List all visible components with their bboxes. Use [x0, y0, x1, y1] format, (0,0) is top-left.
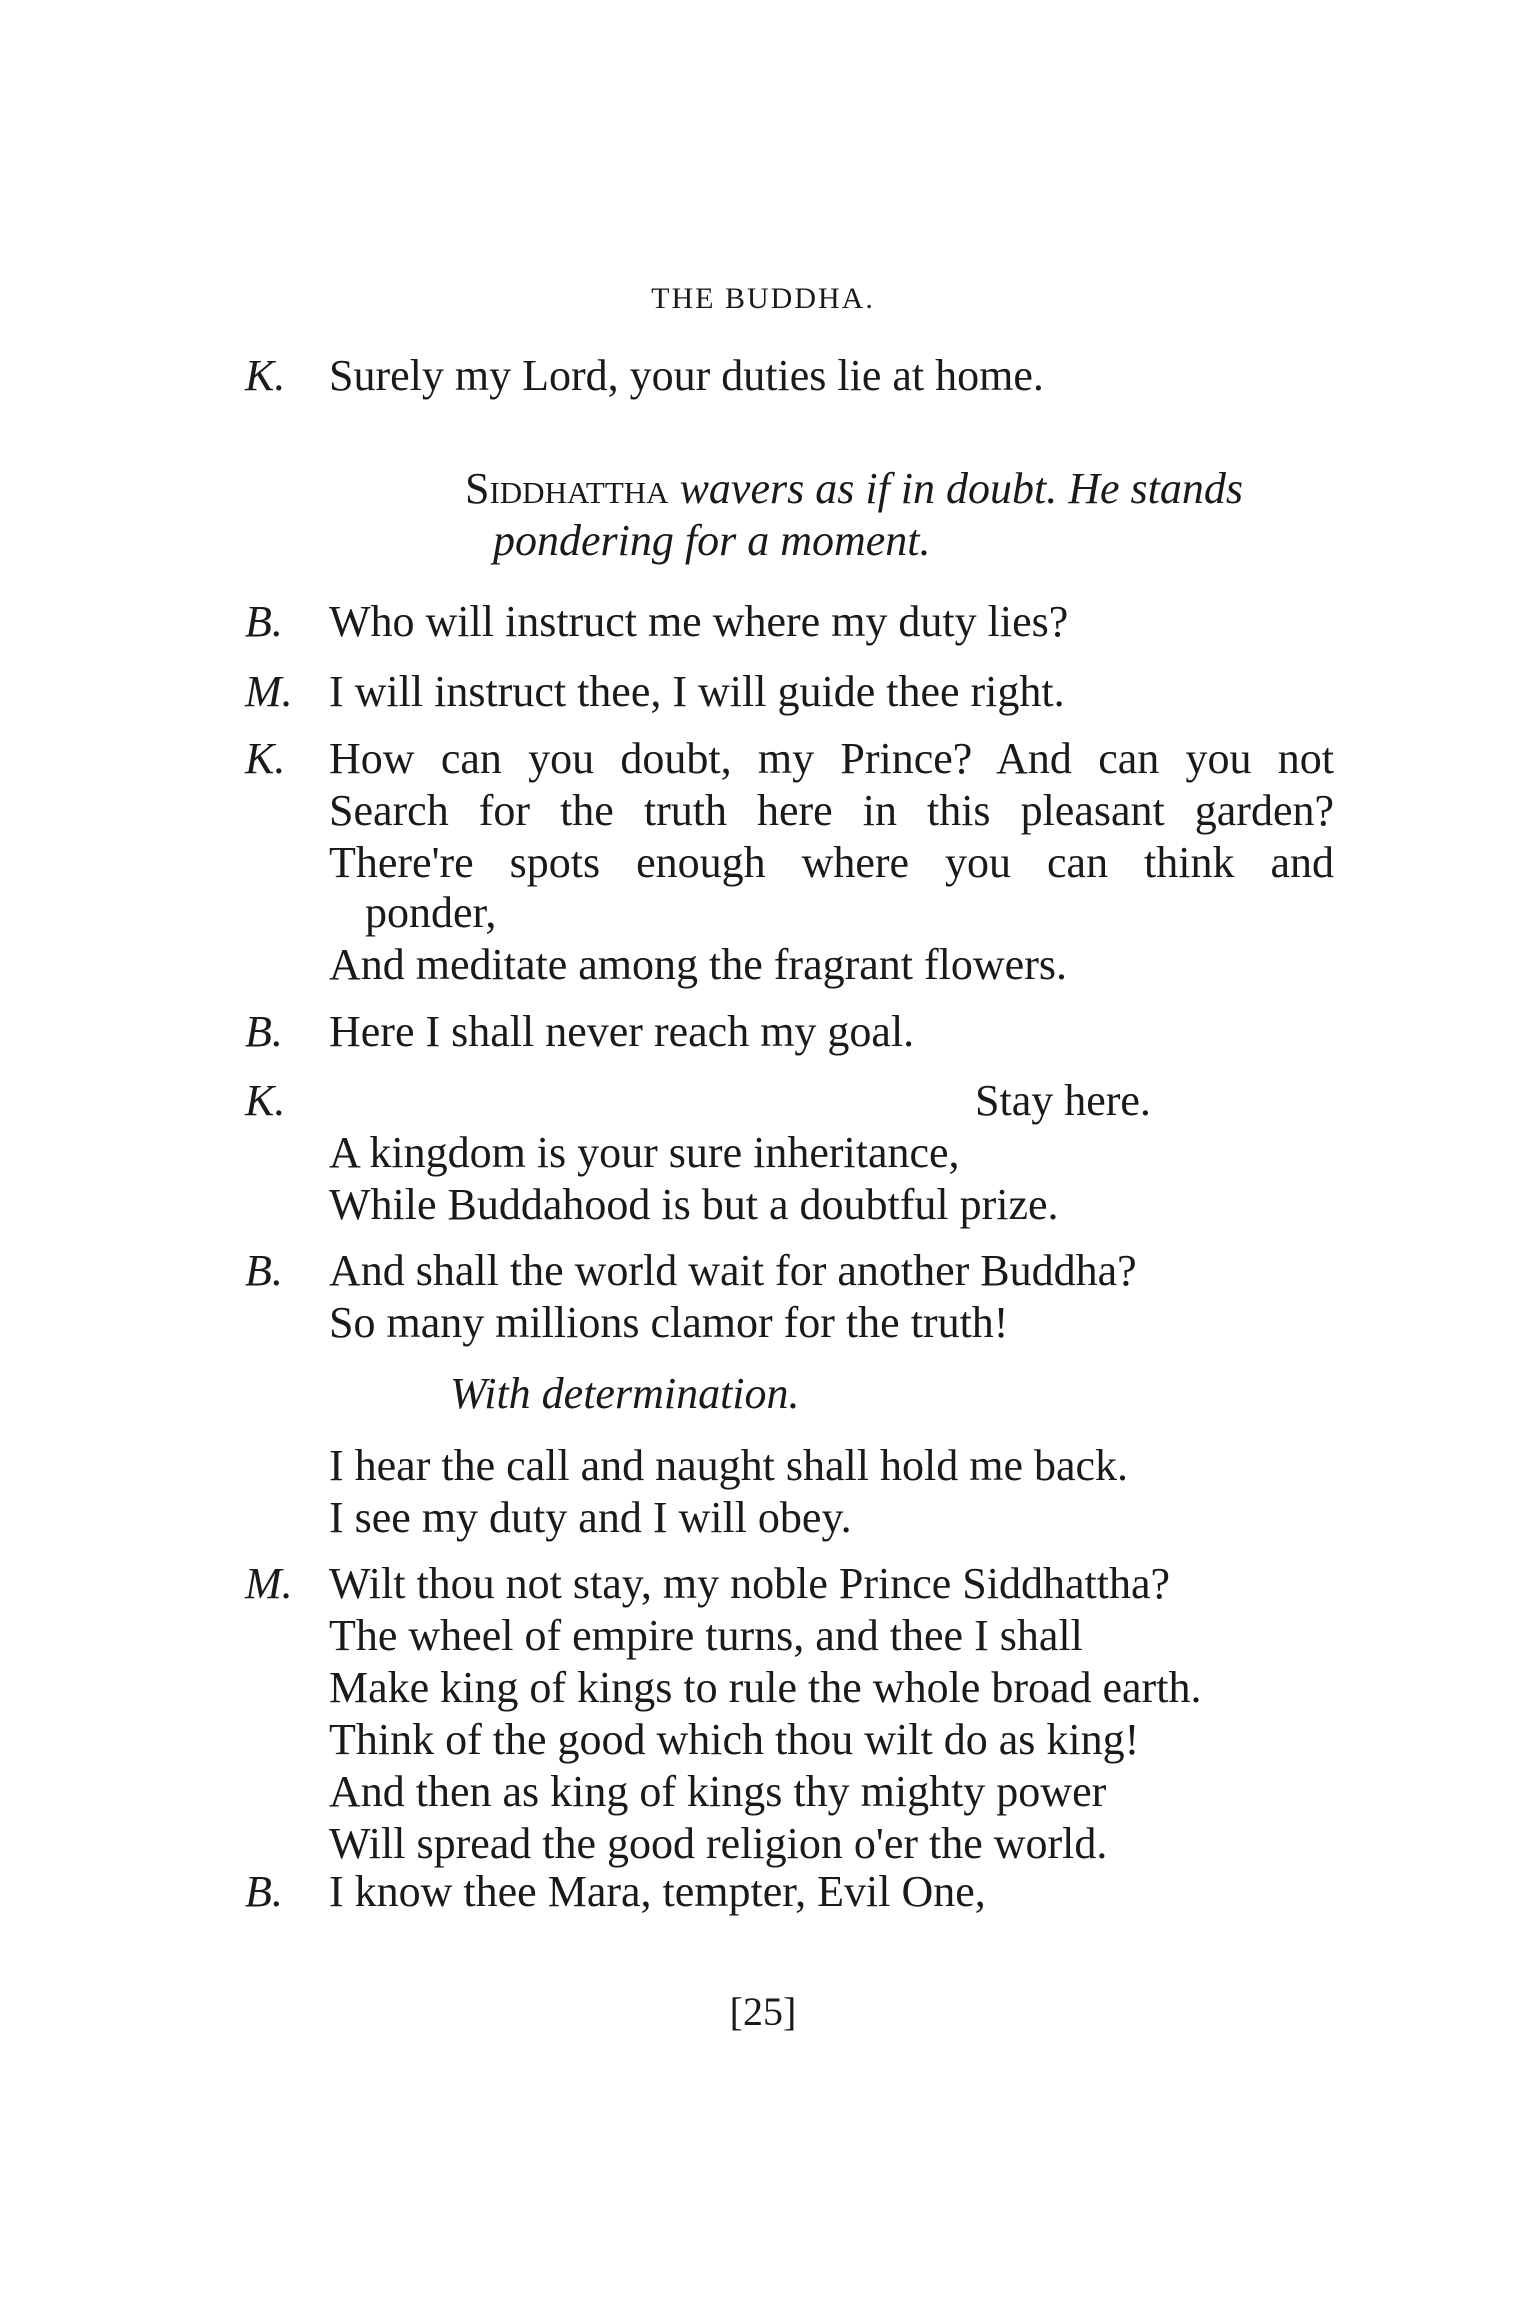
verse-line: Will spread the good religion o'er the world. — [329, 1819, 1108, 1868]
speaker-label: K. — [245, 351, 286, 400]
verse-line: While Buddahood is but a doubtful prize. — [329, 1180, 1059, 1229]
speaker-label: B. — [245, 1007, 283, 1056]
verse-line: I will instruct thee, I will guide thee right. — [329, 667, 1065, 716]
verse-line: I know thee Mara, tempter, Evil One, — [329, 1867, 986, 1916]
verse-line: Make king of kings to rule the whole broad earth. — [329, 1663, 1202, 1712]
speaker-label: B. — [245, 597, 283, 646]
page-number: [25] — [729, 1989, 797, 2034]
verse-line: Think of the good which thou wilt do as king! — [329, 1715, 1140, 1764]
verse-line: I see my duty and I will obey. — [329, 1493, 852, 1542]
stage-text: wavers as if in doubt. He stands — [679, 464, 1244, 513]
speaker-label: M. — [245, 667, 293, 716]
verse-line: There're spots enough where you can think and — [329, 838, 1334, 887]
speaker-label: B. — [245, 1867, 283, 1916]
speaker-label: B. — [245, 1246, 283, 1295]
verse-line: The wheel of empire turns, and thee I shall — [329, 1611, 1083, 1660]
verse-line: Here I shall never reach my goal. — [329, 1007, 915, 1056]
verse-line: A kingdom is your sure inheritance, — [329, 1128, 960, 1177]
verse-line: Search for the truth here in this pleasant garden? — [329, 786, 1334, 835]
stage-text-continued: pondering for a moment. — [493, 516, 931, 565]
verse-line: And meditate among the fragrant flowers. — [329, 940, 1067, 989]
verse-line: Surely my Lord, your duties lie at home. — [329, 351, 1044, 400]
verse-line: Wilt thou not stay, my noble Prince Siddhattha? — [329, 1559, 1171, 1608]
verse-line: How can you doubt, my Prince? And can you not — [329, 734, 1334, 783]
verse-line: And then as king of kings thy mighty power — [329, 1767, 1107, 1816]
verse-line: So many millions clamor for the truth! — [329, 1298, 1009, 1347]
verse-line: Who will instruct me where my duty lies? — [329, 597, 1069, 646]
verse-line: I hear the call and naught shall hold me back. — [329, 1441, 1129, 1490]
verse-line-completion: Stay here. — [975, 1076, 1151, 1125]
verse-line-continued: ponder, — [365, 888, 497, 937]
speaker-label: K. — [245, 1076, 286, 1125]
verse-line: And shall the world wait for another Buddha? — [329, 1246, 1137, 1295]
speaker-label: M. — [245, 1559, 293, 1608]
stage-direction — [465, 463, 1243, 515]
speaker-label: K. — [245, 734, 286, 783]
stage-direction: With determination. — [450, 1369, 800, 1418]
running-head: THE BUDDHA. — [651, 282, 875, 315]
stage-character: Siddhattha — [465, 464, 669, 513]
